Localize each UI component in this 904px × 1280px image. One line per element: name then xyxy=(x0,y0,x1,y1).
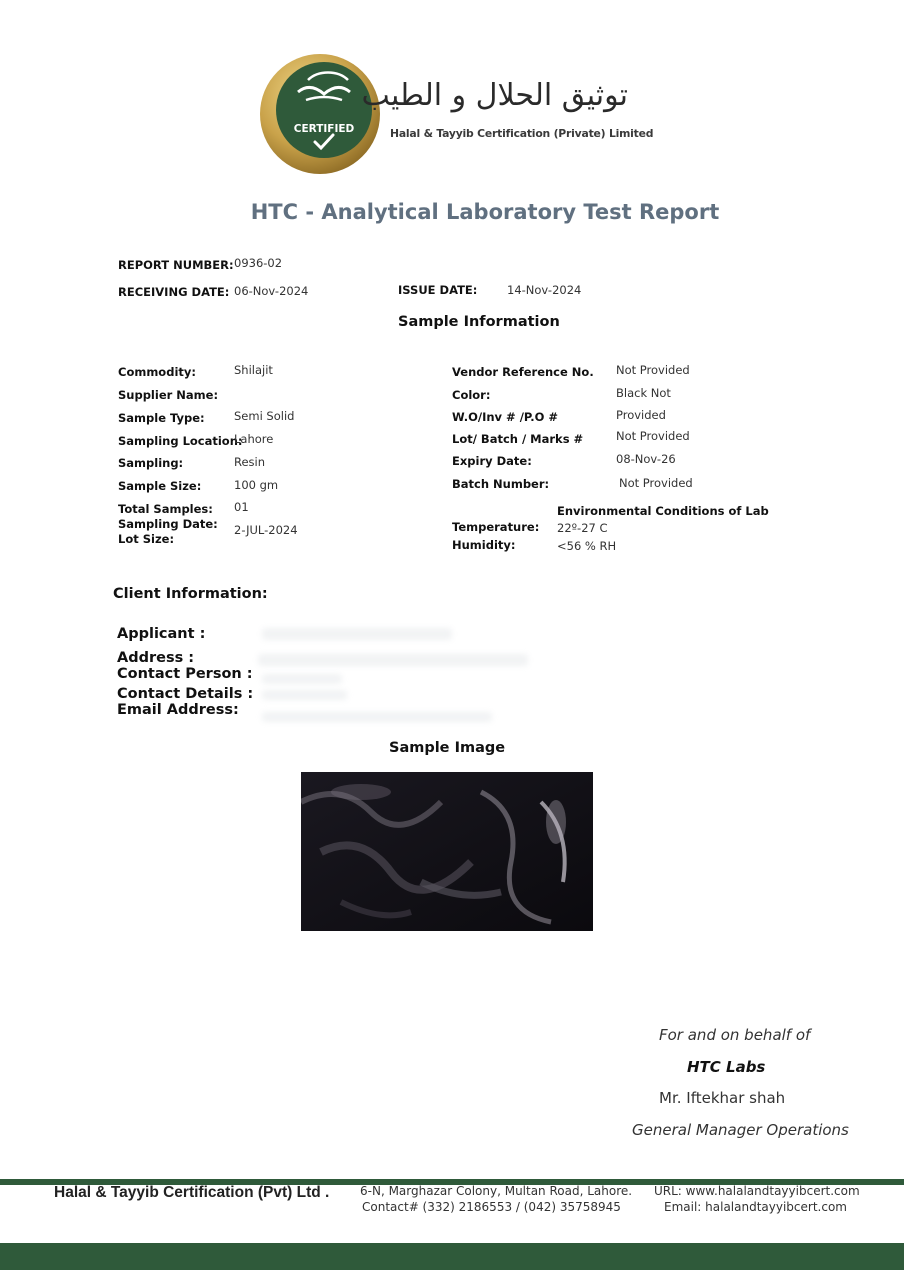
color-value: Black Not xyxy=(616,386,671,400)
sampling-location-value: Lahore xyxy=(234,432,274,446)
redacted-email xyxy=(262,712,492,722)
total-samples-value: 01 xyxy=(234,500,249,514)
sample-size-value: 100 gm xyxy=(234,478,279,492)
report-number-value: 0936-02 xyxy=(234,256,283,270)
supplier-name-label: Supplier Name: xyxy=(118,388,219,402)
signatory-name: Mr. Iftekhar shah xyxy=(659,1089,786,1107)
sample-photo xyxy=(301,772,593,931)
footer-company-name: Halal & Tayyib Certification (Pvt) Ltd . xyxy=(54,1184,330,1201)
commodity-value: Shilajit xyxy=(234,363,273,377)
footer-url: URL: www.halalandtayyibcert.com xyxy=(654,1184,860,1198)
sampling-value: Resin xyxy=(234,455,266,469)
sampling-date-value: 2-JUL-2024 xyxy=(234,523,298,537)
receiving-date-label: RECEIVING DATE: xyxy=(118,285,230,299)
color-label: Color: xyxy=(452,388,491,402)
temperature-value: 22º-27 C xyxy=(557,521,608,535)
footer-address: 6-N, Marghazar Colony, Multan Road, Lahore. xyxy=(360,1184,633,1198)
receiving-date-value: 06-Nov-2024 xyxy=(234,284,309,298)
footer-bottom-band xyxy=(0,1243,904,1270)
contact-person-label: Contact Person : xyxy=(117,666,253,682)
email-address-label: Email Address: xyxy=(117,702,239,718)
sample-information-heading: Sample Information xyxy=(398,314,560,330)
sample-type-value: Semi Solid xyxy=(234,409,295,423)
sampling-label: Sampling: xyxy=(118,456,184,470)
lot-batch-marks-value: Not Provided xyxy=(616,429,690,443)
footer-contact: Contact# (332) 2186553 / (042) 35758945 xyxy=(362,1200,621,1214)
wo-inv-po-value: Provided xyxy=(616,408,666,422)
address-label: Address : xyxy=(117,650,195,666)
report-title: HTC - Analytical Laboratory Test Report xyxy=(250,200,720,224)
signatory-title: General Manager Operations xyxy=(632,1121,849,1139)
company-name-arabic: توثيق الحلال و الطيب xyxy=(361,78,628,113)
total-samples-label: Total Samples: xyxy=(118,502,213,516)
redacted-contact-details xyxy=(262,690,347,700)
logo-badge-text: CERTIFIED xyxy=(293,123,355,135)
redacted-address xyxy=(258,654,528,666)
issue-date-label: ISSUE DATE: xyxy=(398,283,478,297)
env-conditions-heading: Environmental Conditions of Lab xyxy=(557,504,769,518)
vendor-reference-label: Vendor Reference No. xyxy=(452,365,594,379)
redacted-applicant xyxy=(262,628,452,640)
temperature-label: Temperature: xyxy=(452,520,540,534)
contact-details-label: Contact Details : xyxy=(117,686,254,702)
applicant-label: Applicant : xyxy=(117,626,206,642)
company-name-english: Halal & Tayyib Certification (Private) Limited xyxy=(390,127,654,140)
report-number-label: REPORT NUMBER: xyxy=(118,258,234,272)
sampling-location-label: Sampling Location: xyxy=(118,434,243,448)
sample-image-heading: Sample Image xyxy=(389,740,506,756)
batch-number-label: Batch Number: xyxy=(452,477,550,491)
issue-date-value: 14-Nov-2024 xyxy=(507,283,582,297)
vendor-reference-value: Not Provided xyxy=(616,363,690,377)
footer-email: Email: halalandtayyibcert.com xyxy=(664,1200,847,1214)
expiry-date-label: Expiry Date: xyxy=(452,454,532,468)
signature-org: HTC Labs xyxy=(687,1058,766,1076)
wo-inv-po-label: W.O/Inv # /P.O # xyxy=(452,410,558,424)
batch-number-value: Not Provided xyxy=(619,476,693,490)
halal-certified-seal-icon xyxy=(258,52,382,176)
sampling-date-label: Sampling Date: xyxy=(118,517,218,531)
redacted-contact-person xyxy=(262,674,342,684)
humidity-value: <56 % RH xyxy=(557,539,617,553)
commodity-label: Commodity: xyxy=(118,365,196,379)
signature-on-behalf: For and on behalf of xyxy=(659,1026,811,1044)
sample-size-label: Sample Size: xyxy=(118,479,202,493)
humidity-label: Humidity: xyxy=(452,538,516,552)
client-information-heading: Client Information: xyxy=(113,586,268,602)
lot-batch-marks-label: Lot/ Batch / Marks # xyxy=(452,432,584,446)
sample-type-label: Sample Type: xyxy=(118,411,205,425)
lot-size-label: Lot Size: xyxy=(118,532,175,546)
expiry-date-value: 08-Nov-26 xyxy=(616,452,676,466)
